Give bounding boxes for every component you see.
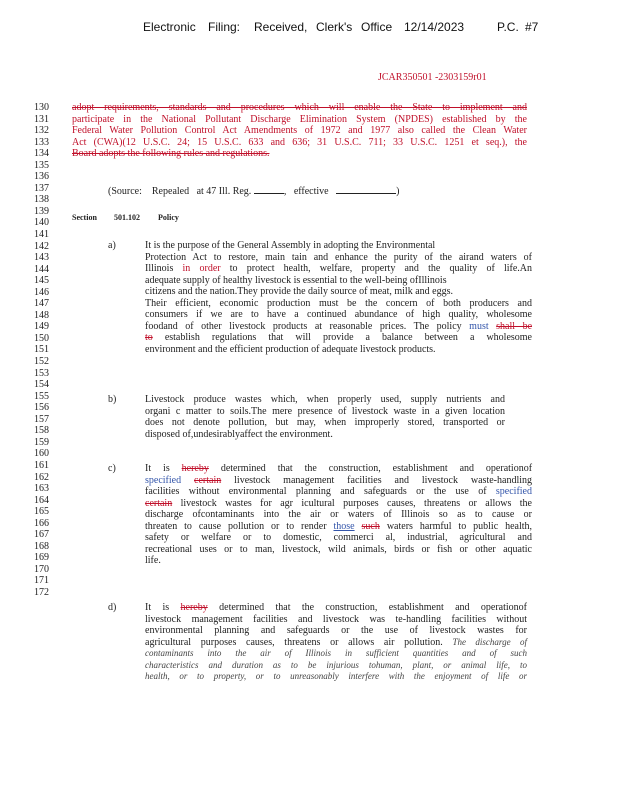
line-number: 148: [34, 309, 49, 321]
line-number: 130: [34, 102, 49, 113]
para-line: safety or welfare or to domestic, commerci al, industrial, agricultural and: [145, 532, 532, 544]
line-number: 168: [34, 540, 49, 552]
line-number: 137: [34, 182, 49, 194]
deleted-text: such: [361, 520, 380, 532]
inserted-text: specified: [495, 486, 532, 498]
section-number: 501.102: [114, 213, 140, 222]
line-number: 141: [34, 229, 49, 241]
inserted-text: those: [333, 520, 355, 532]
para-line: to establish regulations that will provide a balance between a wholesome: [145, 332, 532, 344]
italic-text: The discharge of: [452, 636, 528, 647]
deleted-text: hereby: [180, 602, 208, 613]
header-pc: P.C.: [497, 20, 519, 34]
section-label: Section: [72, 213, 97, 222]
para-line: foodand of other livestock products at reasonable prices. The policy must shall be: [145, 320, 533, 332]
paragraph-b: [145, 394, 505, 440]
line-number: 152: [34, 356, 49, 368]
line-number: 131: [34, 113, 49, 125]
paragraph-marker-b: b): [108, 394, 117, 405]
line-number: 172: [34, 586, 49, 598]
para-line: It is hereby determined that the construction, establishment and operationof: [145, 463, 533, 474]
line-number: 149: [34, 321, 49, 333]
line-number: 159: [34, 436, 49, 448]
deleted-text: shall be: [496, 320, 533, 332]
line-number: 163: [34, 483, 49, 495]
line-number: 155: [34, 390, 49, 402]
para-line: organi c matter to soils.The mere presence of livestock waste in a given location: [145, 405, 505, 417]
para-line: citizens and the nation.They provide the daily source of meat, milk and eggs.: [145, 286, 453, 298]
line-number: 158: [34, 425, 49, 437]
para-line: life.: [145, 555, 161, 567]
para-line: livestock management facilities and livestock was te-handling facilities without: [145, 613, 527, 625]
line-number: 156: [34, 402, 49, 414]
line-number: 153: [34, 367, 49, 379]
paragraph-d: [145, 602, 527, 683]
para-line: threaten to cause pollution or to render those such waters harmful to public health,: [145, 520, 533, 532]
header-pc-number: #7: [525, 20, 539, 34]
header-electronic: Electronic: [143, 20, 196, 34]
filing-header: [0, 20, 618, 36]
para-line: discharge ofcontaminants into the air or waters of Illinois so as to cause or: [145, 509, 532, 521]
header-clerks: Clerk's: [316, 20, 353, 34]
para-line: disposed of,undesirablyaffect the environment.: [145, 428, 333, 440]
line-number: 138: [34, 194, 49, 206]
line-number: 146: [34, 286, 49, 298]
header-received: Received,: [254, 20, 308, 34]
deleted-text: Board adopts the following rules and regulations.: [72, 148, 270, 160]
intro-line: participate in the National Pollutant Discharge Elimination System (NPDES) established by the: [72, 113, 527, 125]
deleted-text: to: [145, 332, 153, 344]
line-number: 147: [34, 298, 49, 310]
paragraph-marker-c: c): [108, 463, 116, 474]
deleted-text: hereby: [181, 463, 209, 474]
line-number: 154: [34, 379, 49, 391]
line-number: 164: [34, 494, 49, 506]
line-number: 133: [34, 136, 49, 148]
para-line: Livestock produce wastes which, when properly used, supply nutrients and: [145, 394, 505, 405]
intro-text: [72, 102, 527, 160]
line-number: 142: [34, 240, 49, 252]
paragraph-marker-a: a): [108, 240, 116, 251]
source-effective: effective: [293, 186, 329, 197]
line-number: 151: [34, 344, 49, 356]
header-filing: Filing:: [208, 20, 241, 34]
para-line: recreational uses or to man, livestock, wild animals, birds or fish or other aquatic: [145, 543, 532, 555]
register-blank: [254, 184, 284, 194]
line-number: 150: [34, 332, 49, 344]
source-prefix: (Source:: [108, 186, 142, 197]
line-number: 145: [34, 275, 49, 287]
line-number: 166: [34, 517, 49, 529]
intro-line: Act (CWA)(12 U.S.C. 24; 15 U.S.C. 633 and 636; 31 U.S.C. 711; 33 U.S.C. 1251 et seq.), the: [72, 136, 527, 148]
line-number: 136: [34, 171, 49, 183]
header-date: 12/14/2023: [404, 20, 465, 34]
intro-line: Federal Water Pollution Control Act Amendments of 1972 and 1977 also called the Clean Water: [72, 125, 527, 137]
para-line: environmental planning and safeguards or the use of livestock wastes for: [145, 625, 527, 637]
line-number: 171: [34, 575, 49, 587]
para-line: specified certain livestock management facilities and livestock waste-handling: [145, 474, 532, 486]
paragraph-a: [145, 240, 532, 355]
source-note: (Source: Repealed at 47 Ill. Reg. , effective ): [108, 186, 400, 197]
source-close: ): [396, 186, 400, 197]
para-line: does not denote pollution, but may, when improperly stored, transported or: [145, 417, 505, 429]
para-line: environment and the efficient production of adequate livestock products.: [145, 343, 436, 355]
inserted-text: must: [469, 320, 489, 332]
deleted-text: adopt requirements, standards and procedures which will enable the State to implement and: [72, 102, 527, 113]
para-line: consumers if we are to have a continued abundance of high quality, wholesome: [145, 309, 532, 321]
inserted-text: specified: [145, 474, 182, 486]
line-number: 157: [34, 413, 49, 425]
para-line: Illinois in order to protect health, welfare, property and the quality of life.An: [145, 263, 533, 275]
effective-date-blank: [336, 184, 396, 194]
line-number: 162: [34, 471, 49, 483]
line-number: 132: [34, 125, 49, 137]
para-line: contaminants into the air of Illinois in sufficient quantities and of such: [145, 648, 527, 659]
para-line: agricultural purposes causes, threatens or allows air pollution. The discharge of: [145, 636, 528, 648]
source-repealed: Repealed: [151, 186, 190, 197]
para-line: health, or to property, or to unreasonably interfere with the enjoyment of life or: [145, 671, 527, 682]
deleted-text: certain: [145, 497, 173, 509]
para-line: Their efficient, economic production must be the concern of both producers and: [145, 297, 532, 309]
inserted-text: in order: [182, 263, 221, 275]
line-number: 170: [34, 563, 49, 575]
section-title: Policy: [158, 213, 179, 222]
para-line: adequate supply of healthy livestock is essential to the well-being ofIllinois: [145, 274, 447, 286]
para-line: It is hereby determined that the construction, establishment and operationof: [145, 602, 528, 613]
line-number: 161: [34, 459, 49, 471]
para-line: characteristics and duration as to be injurious tohuman, plant, or animal life, to: [145, 659, 527, 670]
line-number: 140: [34, 217, 49, 229]
line-number: 134: [34, 148, 49, 160]
document-id: JCAR350501 -2303159r01: [378, 72, 487, 83]
paragraph-c: [145, 463, 532, 567]
paragraph-marker-d: d): [108, 602, 117, 613]
line-number: 160: [34, 448, 49, 460]
source-register: at 47 Ill. Reg.: [196, 186, 252, 197]
line-number: 143: [34, 252, 49, 264]
line-numbers: [34, 102, 60, 599]
header-office: Office: [361, 20, 393, 34]
deleted-text: certain: [194, 474, 222, 486]
line-number: 135: [34, 159, 49, 171]
line-number: 139: [34, 205, 49, 217]
line-number: 169: [34, 552, 49, 564]
line-number: 165: [34, 506, 49, 518]
para-line: Protection Act to restore, main tain and enhance the purity of the airand waters of: [145, 251, 532, 263]
para-line: certain livestock wastes for agr icultural purposes causes, threatens or allows the: [145, 497, 532, 509]
para-line: It is the purpose of the General Assembly in adopting the Environmental: [145, 240, 436, 251]
para-line: facilities without environmental planning and safeguards or the use of specified: [145, 486, 532, 498]
line-number: 144: [34, 263, 49, 275]
line-number: 167: [34, 529, 49, 541]
